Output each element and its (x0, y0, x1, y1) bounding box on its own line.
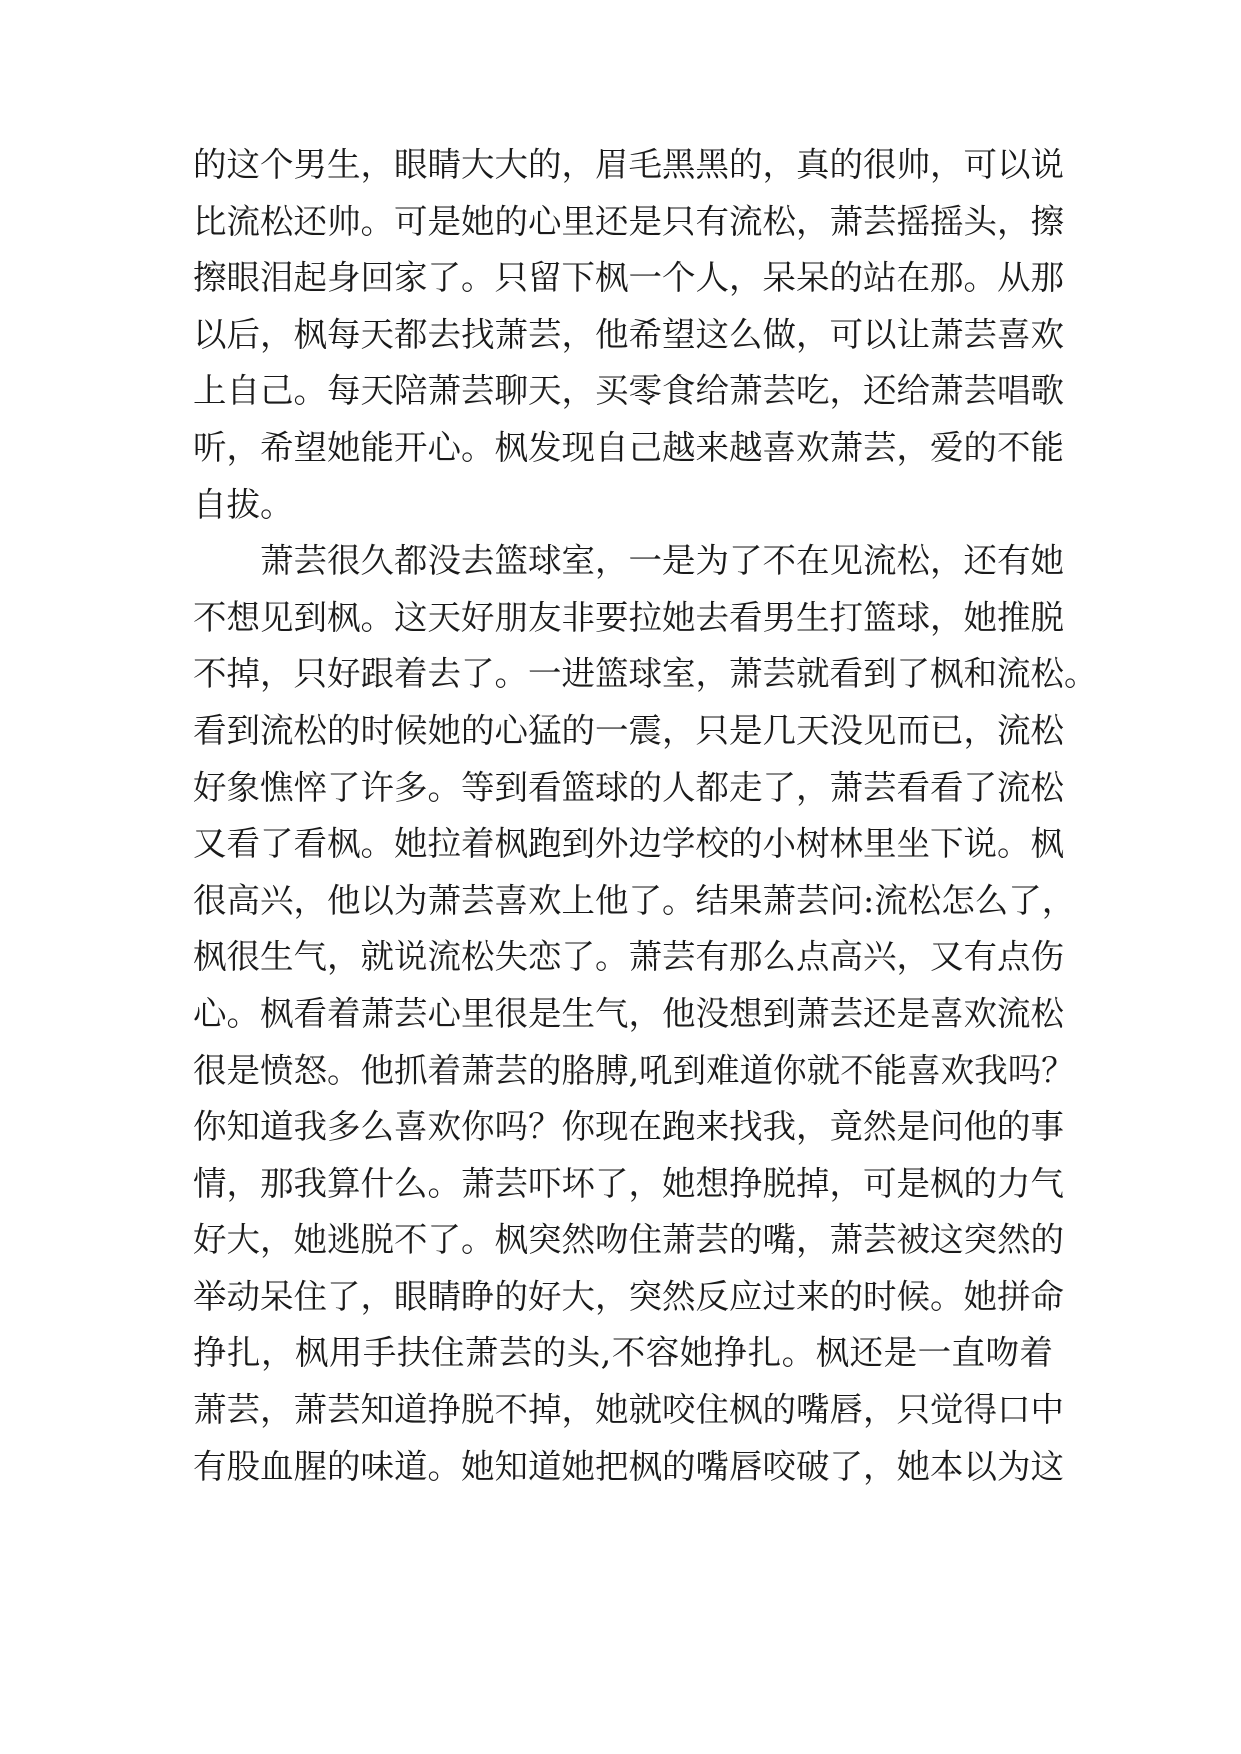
text-line: 又看了看枫。她拉着枫跑到外边学校的小树林里坐下说。枫 (193, 824, 1064, 864)
text-line: 很高兴，他以为萧芸喜欢上他了。结果萧芸问:流松怎么了， (193, 880, 1076, 920)
text-line: 擦眼泪起身回家了。只留下枫一个人，呆呆的站在那。从那 (193, 258, 1064, 298)
text-line: 心。枫看着萧芸心里很是生气，他没想到萧芸还是喜欢流松 (193, 993, 1064, 1033)
text-line: 好大，她逃脱不了。枫突然吻住萧芸的嘴，萧芸被这突然的 (193, 1220, 1064, 1260)
text-line: 看到流松的时候她的心猛的一震，只是几天没见而已，流松 (193, 710, 1064, 750)
text-line: 枫很生气，就说流松失恋了。萧芸有那么点高兴，又有点伤 (193, 937, 1064, 977)
text-line: 比流松还帅。可是她的心里还是只有流松，萧芸摇摇头，擦 (193, 201, 1064, 241)
text-line: 挣扎，枫用手扶住萧芸的头,不容她挣扎。枫还是一直吻着 (193, 1333, 1053, 1373)
text-line: 的这个男生，眼睛大大的，眉毛黑黑的，真的很帅，可以说 (193, 145, 1064, 184)
text-line: 不想见到枫。这天好朋友非要拉她去看男生打篮球，她推脱 (193, 597, 1064, 637)
text-line: 好象憔悴了许多。等到看篮球的人都走了，萧芸看看了流松 (193, 767, 1064, 807)
text-line: 自拔。 (193, 484, 294, 524)
text-line: 有股血腥的味道。她知道她把枫的嘴唇咬破了，她本以为这 (193, 1446, 1064, 1486)
text-line: 以后，枫每天都去找萧芸，他希望这么做，可以让萧芸喜欢 (193, 314, 1064, 354)
paragraph (193, 533, 1098, 1495)
paragraph (193, 137, 1064, 533)
text-line: 听，希望她能开心。枫发现自己越来越喜欢萧芸，爱的不能 (193, 427, 1064, 467)
text-line: 萧芸很久都没去篮球室，一是为了不在见流松，还有她 (260, 541, 1064, 581)
text-line: 你知道我多么喜欢你吗？你现在跑来找我，竟然是问他的事 (193, 1107, 1064, 1147)
text-line: 举动呆住了，眼睛睁的好大，突然反应过来的时候。她拼命 (193, 1276, 1064, 1316)
text-line: 上自己。每天陪萧芸聊天，买零食给萧芸吃，还给萧芸唱歌 (193, 371, 1064, 411)
text-line: 情，那我算什么。萧芸吓坏了，她想挣脱掉，可是枫的力气 (193, 1163, 1064, 1203)
body-text (193, 137, 1098, 1495)
text-line: 不掉，只好跟着去了。一进篮球室，萧芸就看到了枫和流松。 (193, 654, 1098, 694)
text-line: 很是愤怒。他抓着萧芸的胳膊,吼到难道你就不能喜欢我吗？ (193, 1050, 1075, 1090)
text-line: 萧芸，萧芸知道挣脱不掉，她就咬住枫的嘴唇，只觉得口中 (193, 1390, 1064, 1430)
